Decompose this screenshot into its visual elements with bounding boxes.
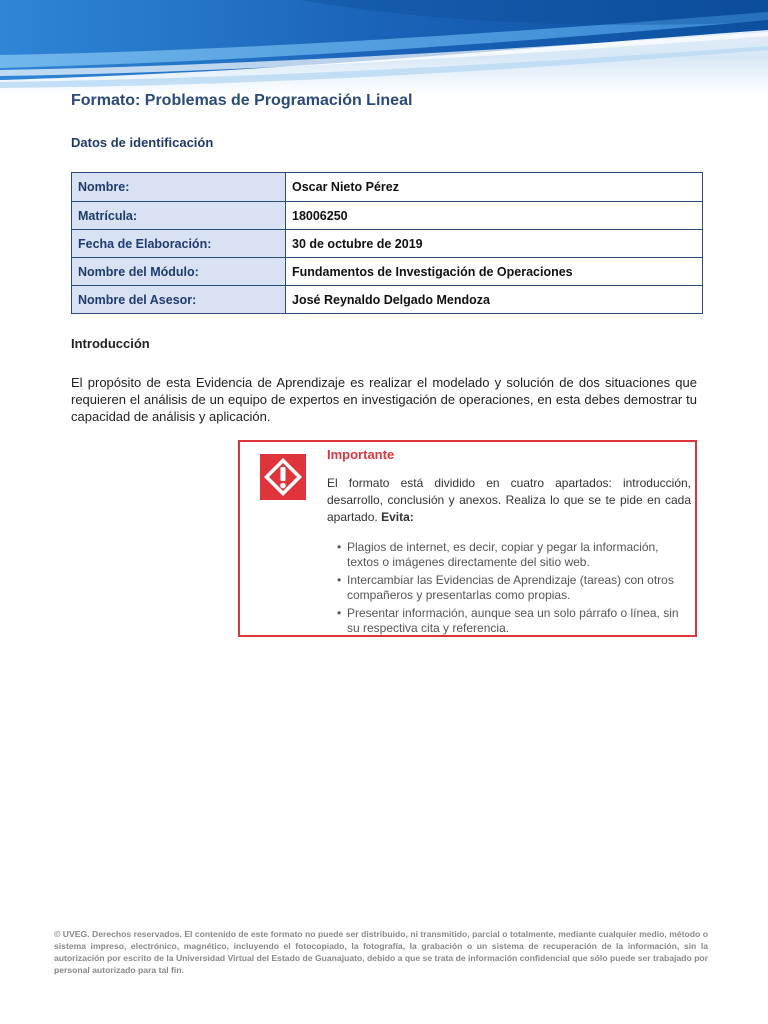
table-row [72,230,703,258]
table-row [72,202,703,230]
identification-table [71,172,703,314]
page-title: Formato: Problemas de Programación Lineal [71,92,413,109]
introduction-heading: Introducción [71,336,150,351]
row-value: Oscar Nieto Pérez [286,173,703,202]
warning-diamond-icon [258,452,308,502]
header-banner [0,0,768,95]
row-label: Matrícula: [72,202,286,230]
row-value: 30 de octubre de 2019 [286,230,703,258]
table-row [72,173,703,202]
row-label: Nombre del Módulo: [72,258,286,286]
notice-body [327,475,691,526]
list-item: • Plagios de internet, es decir, copiar y pegar la información, textos o imágenes directamente del sitio web. [337,540,693,570]
copyright-footer: © UVEG. Derechos reservados. El contenido de este formato no puede ser distribuido, ni transmitido, parcial o totalmente, mediante cualquier medio, método o sistema impreso, electrónico, magnético, incluyendo el fotocopiado, la fotografía, la grabación o un sistema de recuperación de la información, sin la autorización por escrito de la Universidad Virtual del Estado de Guanajuato, debido a que se trata de información confidencial que sólo puede ser trabajado por personal autorizado para tal fin. [54,929,708,975]
row-label: Nombre: [72,173,286,202]
row-value: 18006250 [286,202,703,230]
introduction-paragraph: El propósito de esta Evidencia de Aprendizaje es realizar el modelado y solución de dos situaciones que requieren el análisis de un equipo de expertos en investigación de operaciones, en esta debes demostrar tu capacidad de análisis y aplicación. [71,375,697,424]
table-row [72,258,703,286]
row-label: Fecha de Elaboración: [72,230,286,258]
banner-wave-graphic [0,0,768,95]
notice-avoid-label: Evita: [381,510,414,524]
table-row [72,286,703,314]
notice-title: Importante [327,447,395,462]
avoid-list [337,540,693,639]
notice-body-text: El formato está dividido en cuatro apartados: introducción, desarrollo, conclusión y anexos. Realiza lo que se te pide en cada apartado. [327,476,691,524]
list-item: • Intercambiar las Evidencias de Aprendizaje (tareas) con otros compañeros y presentarlas como propias. [337,573,693,603]
important-notice-box [238,440,697,637]
row-value: Fundamentos de Investigación de Operaciones [286,258,703,286]
section-subtitle: Datos de identificación [71,135,214,150]
row-label: Nombre del Asesor: [72,286,286,314]
row-value: José Reynaldo Delgado Mendoza [286,286,703,314]
list-item: • Presentar información, aunque sea un solo párrafo o línea, sin su respectiva cita y referencia. [337,606,693,636]
